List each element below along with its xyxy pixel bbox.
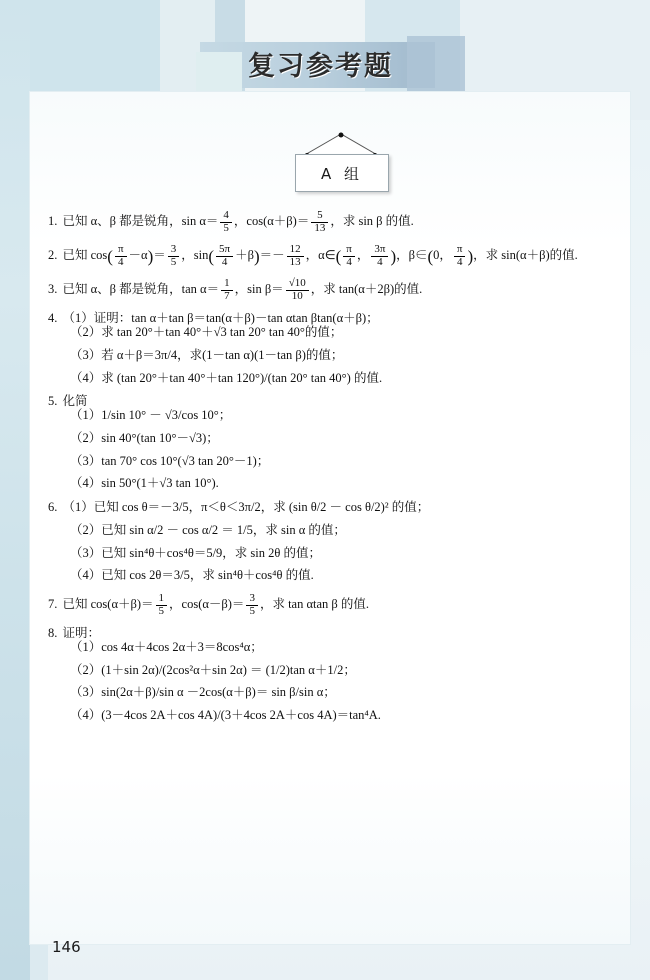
- fraction: [287, 244, 304, 268]
- group-label: A 组: [320, 165, 364, 183]
- exercise-item-3: [48, 278, 618, 302]
- fraction: [156, 593, 168, 617]
- fraction-denominator: 4: [377, 255, 383, 268]
- sub-item: （2）已知 sin α/2 － cos α/2 ＝ 1/5，求 sin α 的值；: [70, 522, 346, 537]
- fraction-denominator: 4: [221, 255, 228, 268]
- fraction-numerator: 12: [287, 244, 304, 257]
- fraction: [454, 244, 466, 268]
- exercise-text: ，α∈: [305, 248, 336, 263]
- fraction-numerator: 3: [246, 593, 258, 606]
- sub-item: （3）sin(2α＋β)/sin α －2cos(α＋β)＝ sin β/sin α；: [70, 685, 336, 700]
- fraction-numerator: π: [343, 244, 355, 257]
- fraction: [115, 244, 127, 268]
- fraction-numerator: 5π: [216, 244, 233, 257]
- exercise-text: 0，: [433, 248, 452, 263]
- sub-item: （2）求 tan 20°＋tan 40°＋√3 tan 20° tan 40°的值；: [70, 325, 343, 340]
- content-card: [30, 92, 630, 944]
- exercise-number: 5.: [48, 394, 58, 409]
- exercise-text: ，cos(α－β)＝: [169, 596, 245, 611]
- exercise-text: 证明：: [62, 626, 101, 641]
- fraction: [311, 210, 328, 234]
- fraction-numerator: π: [454, 244, 466, 257]
- fraction-numerator: √10: [286, 278, 309, 291]
- fraction-denominator: 10: [291, 289, 303, 302]
- sub-item: （2）(1＋sin 2α)/(2cos²α＋sin 2α) ＝ (1/2)tan α＋1/2；: [70, 662, 356, 677]
- fraction: [216, 244, 233, 268]
- exercise-number: 6.: [48, 500, 58, 515]
- exercise-item-6: [48, 501, 618, 583]
- exercise-text: ，β∈: [396, 248, 428, 263]
- sub-item: （4）已知 cos 2θ＝3/5，求 sin⁴θ＋cos⁴θ 的值.: [70, 568, 314, 583]
- exercise-item-8: [48, 627, 618, 723]
- fraction-denominator: 13: [314, 221, 326, 234]
- sub-item: （1）已知 cos θ＝－3/5，π＜θ＜3π/2，求 (sin θ/2 － cos θ/2)² 的值；: [62, 500, 430, 515]
- fraction-denominator: 5: [249, 604, 255, 617]
- sub-item: （4）求 (tan 20°＋tan 40°＋tan 120°)/(tan 20° tan 40°) 的值.: [70, 370, 383, 385]
- exercise-text: 已知 α、β 都是锐角，tan α＝: [62, 282, 220, 297]
- exercise-text: 已知 cos: [62, 248, 108, 263]
- banner-hanger-icon: [295, 132, 387, 156]
- fraction-denominator: 13: [289, 255, 301, 268]
- fraction-numerator: 5: [311, 210, 328, 223]
- exercise-item-4: [48, 312, 618, 385]
- title-banner-square-light: [196, 52, 242, 92]
- fraction-denominator: 5: [158, 604, 165, 617]
- exercise-text-mid: ，cos(α＋β)＝: [233, 213, 310, 228]
- sub-item: （3）已知 sin⁴θ＋cos⁴θ＝5/9，求 sin 2θ 的值；: [70, 545, 321, 560]
- fraction: [168, 244, 180, 268]
- exercise-text-tail: ，求 sin β 的值.: [330, 213, 414, 228]
- exercise-text: ，求 sin(α＋β)的值.: [473, 248, 578, 263]
- fraction-numerator: 1: [221, 278, 233, 291]
- exercise-text: ＝－: [259, 248, 285, 263]
- exercise-text: ＝: [153, 248, 166, 263]
- title-banner-square-dark: [407, 36, 465, 94]
- exercise-text: ，sin: [181, 248, 209, 263]
- exercise-item-2: 2. 已知 cos( $\frac{\pi}{4}$ －α)＝ $\frac{3}{5}$ ，sin( $\frac{5\pi}{4}$ ＋β)＝－ $\frac{12}{13}$ ，α∈( $\frac{\pi}{4}$ ， $\frac{3\pi}{4}$ )，β∈(0， $\frac{\pi}{4}$ )，求 sin(α＋β)的值.: [48, 243, 578, 268]
- fraction: [221, 278, 233, 302]
- fraction-denominator: 5: [223, 221, 229, 234]
- exercise-item-5: [48, 395, 618, 491]
- exercise-text: ，求 tan(α＋2β)的值.: [310, 282, 423, 297]
- exercise-text: ，sin β＝: [234, 282, 284, 297]
- left-decor-strip: [0, 0, 30, 980]
- sub-item: （4）sin 50°(1＋√3 tan 10°).: [70, 476, 219, 491]
- exercise-item-7: [48, 593, 618, 617]
- sub-item: （1）1/sin 10° － √3/cos 10°；: [70, 408, 232, 423]
- exercise-text: 已知 cos(α＋β)＝: [62, 596, 154, 611]
- sub-item: （1）cos 4α＋4cos 2α＋3＝8cos⁴α；: [70, 639, 263, 654]
- exercise-number: 4.: [48, 311, 58, 326]
- fraction-denominator: 5: [170, 255, 177, 268]
- fraction-numerator: 4: [220, 210, 232, 223]
- exercise-number: 2.: [48, 248, 58, 263]
- fraction-denominator: 7: [224, 289, 230, 302]
- exercise-number: 3.: [48, 282, 58, 297]
- fraction-denominator: 4: [346, 255, 352, 268]
- exercise-text: ，: [356, 248, 370, 263]
- fraction: [343, 244, 355, 268]
- sub-item: （3）若 α＋β＝3π/4，求(1－tan α)(1－tan β)的值；: [70, 347, 344, 362]
- exercise-number: 7.: [48, 596, 58, 611]
- fraction: [246, 593, 258, 617]
- page-number: 146: [52, 938, 81, 956]
- exercise-text: －α: [128, 248, 148, 263]
- fraction-denominator: 4: [456, 255, 463, 268]
- exercise-item-1: [48, 210, 618, 234]
- exercise-text: ，求 tan αtan β 的值.: [259, 596, 370, 611]
- exercise-text: （1）证明：tan α＋tan β＝tan(α＋β)－tan αtan βtan(α＋β)；: [62, 311, 379, 326]
- exercise-text: 化简: [62, 394, 88, 409]
- fraction-denominator: 4: [118, 255, 124, 268]
- fraction-numerator: 3: [168, 244, 180, 257]
- exercise-number: 8.: [48, 626, 58, 641]
- group-banner: [295, 154, 389, 192]
- page-title: 复习参考题: [248, 51, 393, 82]
- fraction-numerator: π: [115, 244, 127, 257]
- exercise-list: [48, 210, 618, 733]
- sub-item: （2）sin 40°(tan 10°－√3)；: [70, 430, 219, 445]
- fraction-numerator: 3π: [371, 244, 388, 257]
- exercise-number: 1.: [48, 213, 58, 228]
- sub-item: （3）tan 70° cos 10°(√3 tan 20°－1)；: [70, 453, 270, 468]
- fraction-numerator: 1: [156, 593, 168, 606]
- fraction: [286, 278, 309, 302]
- fraction: [371, 244, 388, 268]
- sub-item: （4）(3－4cos 2A＋cos 4A)/(3＋4cos 2A＋cos 4A)＝tan⁴A.: [70, 708, 381, 723]
- fraction: [220, 210, 232, 234]
- exercise-text: ＋β: [235, 248, 254, 263]
- exercise-text: 已知 α、β 都是锐角，sin α＝: [62, 213, 219, 228]
